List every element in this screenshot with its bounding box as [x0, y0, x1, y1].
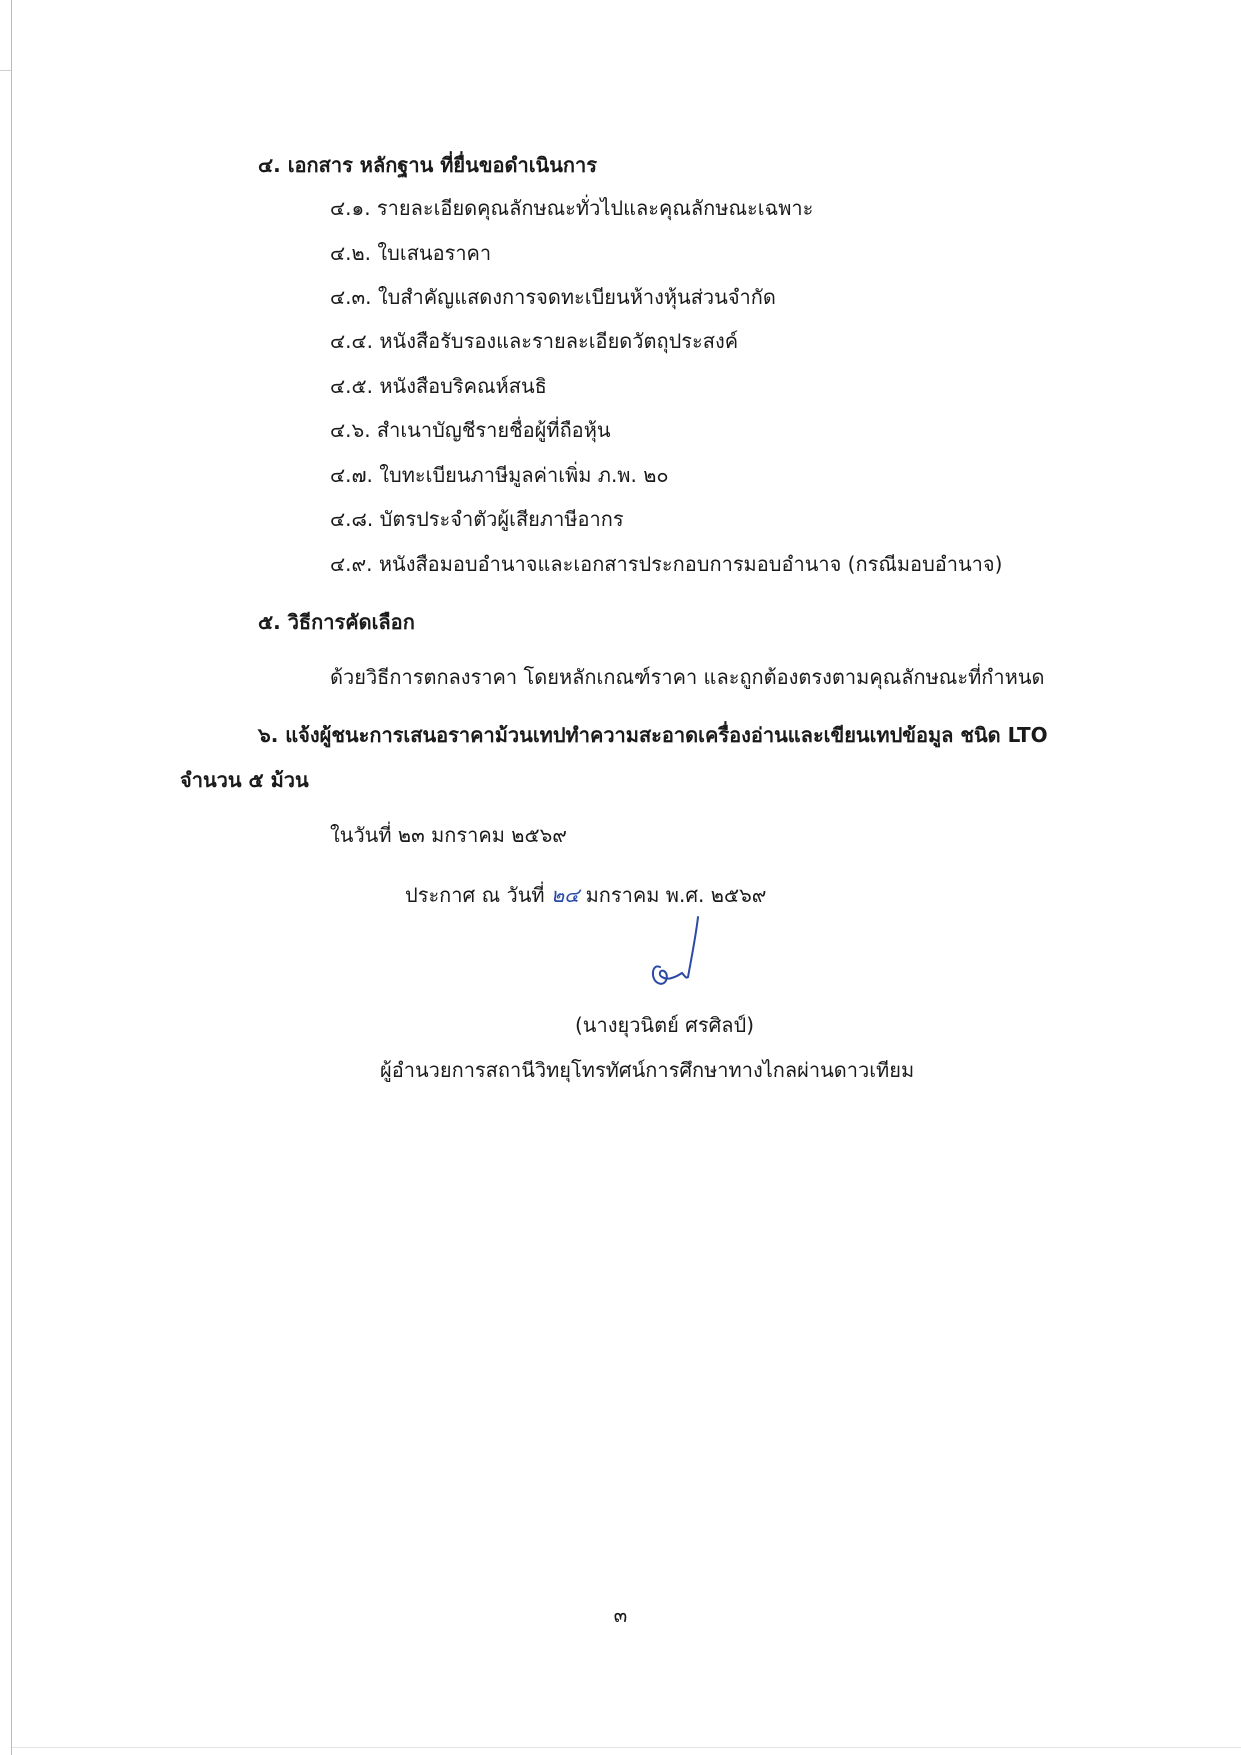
handwritten-day: ๒๔	[550, 883, 580, 907]
issue-date: ในวันที่ ๒๓ มกราคม ๒๕๖๙	[330, 823, 567, 847]
section-6-title: ๖. แจ้งผู้ชนะการเสนอราคาม้วนเทปทำความสะอาดเครื่องอ่านและเขียนเทปข้อมูล ชนิด LTO	[258, 723, 1048, 747]
document-item-4-9: ๔.๙. หนังสือมอบอำนาจและเอกสารประกอบการมอบอำนาจ (กรณีมอบอำนาจ)	[330, 552, 1003, 576]
page-bottom-edge	[12, 1747, 1241, 1748]
section-6-title-continued: จำนวน ๕ ม้วน	[180, 768, 309, 792]
document-item-4-3: ๔.๓. ใบสำคัญแสดงการจดทะเบียนห้างหุ้นส่วนจำกัด	[330, 285, 776, 309]
document-item-4-1: ๔.๑. รายละเอียดคุณลักษณะทั่วไปและคุณลักษณะเฉพาะ	[330, 196, 814, 220]
announcement-date-suffix: มกราคม พ.ศ. ๒๕๖๙	[585, 883, 767, 907]
announcement-date-prefix: ประกาศ ณ วันที่	[405, 883, 545, 907]
page-top-edge-mark	[0, 70, 11, 71]
document-item-4-2: ๔.๒. ใบเสนอราคา	[330, 241, 492, 265]
section-5-title: ๕. วิธีการคัดเลือก	[258, 610, 415, 634]
handwritten-signature	[640, 915, 720, 995]
page-number: ๓	[613, 1603, 628, 1627]
signatory-name: (นางยุวนิตย์ ศรศิลป์)	[575, 1013, 755, 1037]
signatory-position: ผู้อำนวยการสถานีวิทยุโทรทัศน์การศึกษาทางไกลผ่านดาวเทียม	[380, 1058, 915, 1082]
page-left-edge	[11, 0, 12, 1755]
document-item-4-7: ๔.๗. ใบทะเบียนภาษีมูลค่าเพิ่ม ภ.พ. ๒๐	[330, 463, 669, 487]
announcement-date	[405, 880, 766, 910]
document-item-4-6: ๔.๖. สำเนาบัญชีรายชื่อผู้ที่ถือหุ้น	[330, 418, 611, 442]
document-item-4-5: ๔.๕. หนังสือบริคณห์สนธิ	[330, 374, 547, 398]
document-item-4-4: ๔.๔. หนังสือรับรองและรายละเอียดวัตถุประสงค์	[330, 329, 739, 353]
document-item-4-8: ๔.๘. บัตรประจำตัวผู้เสียภาษีอากร	[330, 507, 624, 531]
section-5-body: ด้วยวิธีการตกลงราคา โดยหลักเกณฑ์ราคา และถูกต้องตรงตามคุณลักษณะที่กำหนด	[330, 665, 1045, 689]
section-4-title: ๔. เอกสาร หลักฐาน ที่ยื่นขอดำเนินการ	[258, 153, 597, 177]
